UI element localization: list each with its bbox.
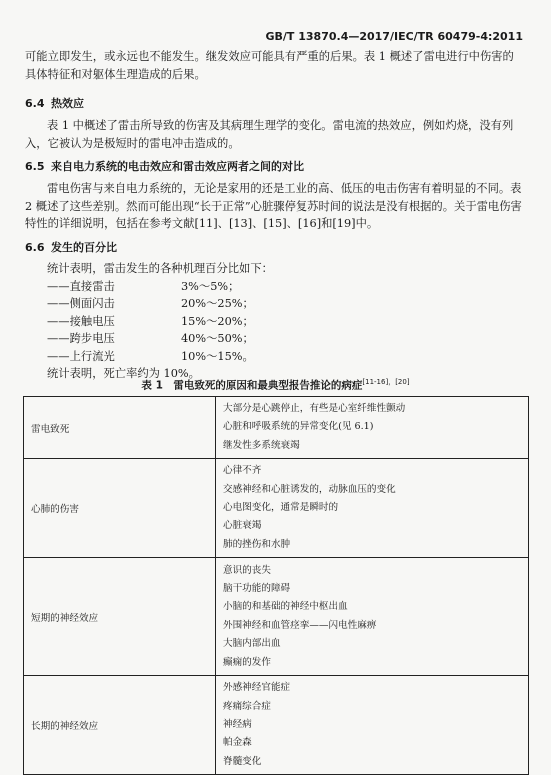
section-6-6-body [25, 260, 525, 383]
stat-item [25, 313, 525, 331]
section-number: 6.6 [25, 241, 45, 254]
section-6-5 [25, 158, 525, 176]
table-caption [0, 377, 551, 393]
section-heading [25, 95, 525, 113]
item-line: 大脑内部出血 [223, 638, 281, 650]
item-line: 心律不齐 [223, 465, 262, 477]
section-6-6 [25, 239, 525, 257]
category-cell: 雷电致死 [24, 397, 216, 459]
item-line: 心脏衰竭 [223, 520, 262, 532]
section-paragraph: 雷电伤害与来自电力系统的，无论是家用的还是工业的高、低压的电击伤害有着明显的不同。表 2 概述了这些差别。然而可能出现“长于正常”心脏骤停复苏时间的说法是没有根据的。关于雷电伤害特性的详细说明，包括在参考文献[11]、[13]、[15]、[16]和[19]中。 [25, 182, 522, 230]
section-title: 来自电力系统的电击效应和雷击效应两者之间的对比 [51, 160, 304, 173]
table-row [24, 459, 529, 558]
item-line: 肺的挫伤和水肿 [223, 538, 291, 550]
category-cell: 短期的神经效应 [24, 558, 216, 676]
stat-item [25, 295, 525, 313]
stat-item [25, 330, 525, 348]
item-line: 疼痛综合症 [223, 700, 271, 712]
item-line: 交感神经和心脏诱发的，动脉血压的变化 [223, 483, 396, 495]
item-line: 神经病 [223, 719, 252, 731]
item-line: 大部分是心跳停止，有些是心室纤维性颤动 [223, 403, 406, 414]
section-paragraph: 表 1 中概述了雷击所导致的伤害及其病理生理学的变化。雷电流的热效应，例如灼烧，没有列入，它被认为是极短时的雷电冲击造成的。 [25, 119, 514, 150]
section-6-4 [25, 95, 525, 113]
section-number: 6.4 [25, 97, 45, 110]
items-cell [216, 676, 529, 775]
stat-value: 3%～5%； [181, 279, 240, 293]
table-row [24, 558, 529, 676]
section-6-5-body [25, 180, 525, 233]
item-line: 继发性多系统衰竭 [223, 439, 300, 451]
table-row [24, 676, 529, 775]
stat-value: 40%～50%； [181, 332, 254, 345]
item-line: 心电图变化，通常是瞬时的 [223, 502, 339, 514]
stats-lead: 统计表明，雷击发生的各种机理百分比如下： [47, 262, 273, 275]
item-line: 小脑的和基础的神经中枢出血 [223, 601, 348, 613]
section-heading [25, 158, 525, 176]
section-heading [25, 239, 525, 257]
stat-value: 20%～25%； [181, 297, 254, 310]
stat-item [25, 348, 525, 366]
table-row [24, 397, 529, 459]
section-title: 发生的百分比 [51, 241, 117, 254]
item-line: 脊髓变化 [223, 755, 262, 767]
stat-value: 15%～20%； [181, 314, 254, 328]
items-cell [216, 459, 529, 558]
table-1 [23, 396, 529, 775]
standard-header: GB/T 13870.4—2017/IEC/TR 60479-4:2011 [265, 30, 523, 43]
section-6-4-body [25, 117, 525, 152]
stat-label: ——接触电压 [47, 314, 115, 328]
stats-tail: 统计表明，死亡率约为 10%。 [47, 367, 200, 380]
item-line: 脑干功能的障碍 [223, 582, 291, 594]
item-line: 癫痫的发作 [223, 656, 271, 668]
intro-paragraph [25, 48, 525, 83]
stat-value: 10%～15%。 [181, 349, 254, 363]
item-line: 意识的丧失 [223, 564, 271, 576]
table-caption-refs: [11-16]，[20] [362, 378, 410, 386]
item-line: 心脏和呼吸系统的异常变化(见 6.1) [223, 421, 374, 433]
section-title: 热效应 [51, 97, 84, 110]
items-cell [216, 397, 529, 459]
item-line: 外感神经官能症 [223, 682, 291, 694]
table-caption-text: 表 1 雷电致死的原因和最典型报告推论的病症 [141, 379, 363, 392]
stat-label: ——跨步电压 [47, 332, 115, 345]
item-line: 外围神经和血管痉挛——闪电性麻痹 [223, 619, 377, 631]
stat-label: ——直接雷击 [47, 279, 115, 293]
items-cell [216, 558, 529, 676]
category-cell: 长期的神经效应 [24, 676, 216, 775]
stat-item [25, 278, 525, 296]
category-cell: 心肺的伤害 [24, 459, 216, 558]
stat-label: ——侧面闪击 [47, 297, 115, 310]
item-line: 帕金森 [223, 737, 252, 749]
stat-label: ——上行流光 [47, 349, 115, 363]
section-number: 6.5 [25, 160, 45, 173]
intro-text: 可能立即发生，或永远也不能发生。继发效应可能具有严重的后果。表 1 概述了雷电进行中伤害的具体特征和对躯体生理造成的后果。 [25, 50, 514, 81]
